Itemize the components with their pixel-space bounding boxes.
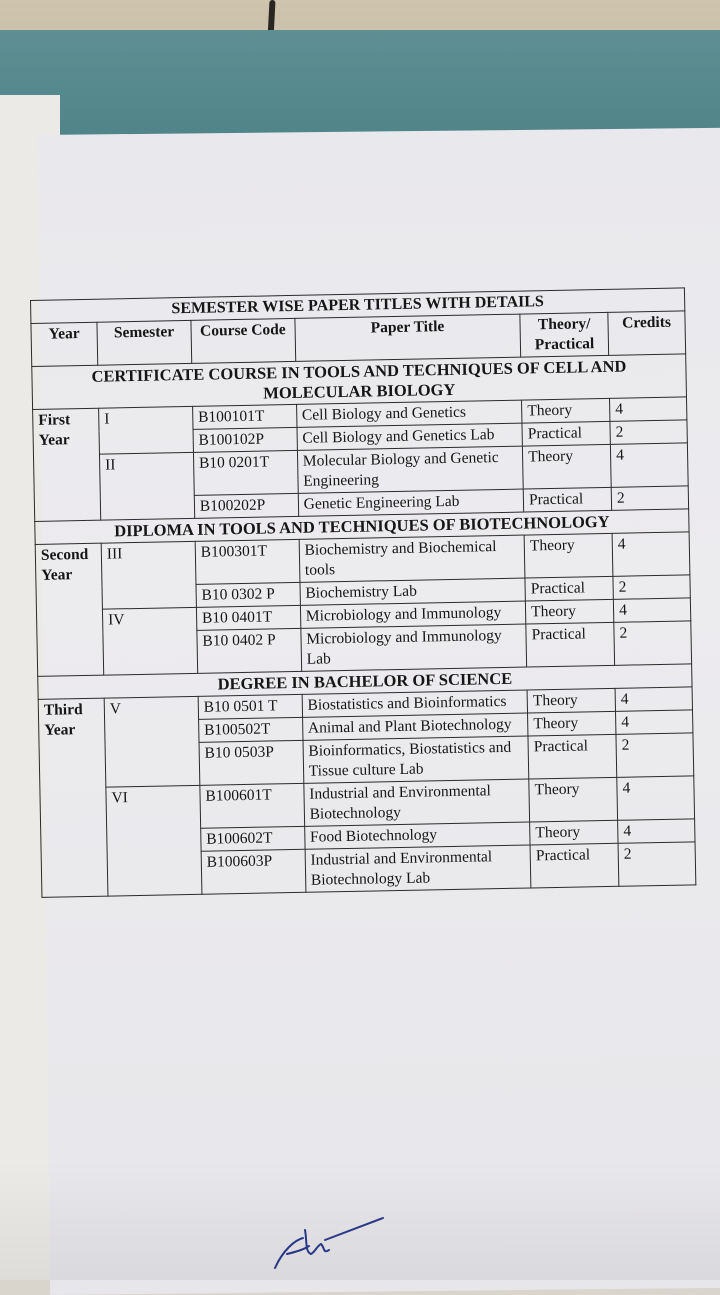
year-cell: First Year: [33, 408, 101, 521]
course-code-cell: B10 0401T: [196, 605, 300, 630]
course-code-cell: B10 0302 P: [196, 582, 300, 607]
paper-titles-table: [30, 287, 696, 897]
course-code-cell: B10 0503P: [199, 740, 304, 785]
course-code-cell: B100602T: [201, 826, 305, 851]
theory-practical-cell: Practical: [528, 734, 617, 779]
credits-cell: 2: [613, 575, 690, 599]
course-code-cell: B100102P: [193, 427, 297, 452]
credits-cell: 4: [615, 687, 692, 711]
header-paper-title: Paper Title: [295, 314, 521, 361]
theory-practical-cell: Theory: [526, 599, 614, 624]
paper-title-cell: Cell Biology and Genetics Lab: [297, 423, 523, 450]
course-code-cell: B10 0402 P: [197, 628, 302, 673]
section-heading: DIPLOMA IN TOOLS AND TECHNIQUES OF BIOTECHNOLOGY: [35, 509, 689, 545]
semester-cell: V: [104, 696, 200, 787]
paper-title-cell: Bioinformatics, Biostatistics and Tissue culture Lab: [303, 736, 529, 783]
paper-title-cell: Industrial and Environmental Biotechnology Lab: [305, 845, 531, 892]
credits-cell: 2: [616, 733, 694, 777]
semester-cell: I: [99, 406, 194, 454]
year-cell: Third Year: [38, 698, 108, 897]
course-code-cell: B100502T: [198, 717, 302, 742]
bottom-shadow: [0, 1160, 720, 1280]
section-heading: DEGREE IN BACHELOR OF SCIENCE: [38, 664, 692, 700]
theory-practical-cell: Practical: [522, 421, 610, 446]
course-code-cell: B100301T: [195, 539, 300, 584]
theory-practical-cell: Theory: [524, 533, 613, 578]
semester-cell: VI: [106, 785, 202, 896]
paper-title-cell: Biochemistry and Biochemical tools: [299, 535, 525, 582]
header-course-code: Course Code: [191, 318, 296, 363]
course-code-cell: B100601T: [200, 783, 305, 828]
paper-title-cell: Biostatistics and Bioinformatics: [302, 690, 528, 717]
credits-cell: 4: [613, 598, 690, 622]
theory-practical-cell: Theory: [527, 688, 615, 713]
header-theory-practical: Theory/ Practical: [520, 312, 609, 357]
course-code-cell: B10 0201T: [193, 450, 298, 495]
course-code-cell: B100202P: [194, 493, 298, 518]
paper-title-cell: Animal and Plant Biotechnology: [302, 713, 528, 740]
paper-title-cell: Industrial and Environmental Biotechnology: [304, 779, 530, 826]
theory-practical-cell: Theory: [528, 711, 616, 736]
credits-cell: 2: [614, 621, 692, 665]
credits-cell: 2: [618, 842, 696, 886]
credits-cell: 4: [610, 397, 687, 421]
theory-practical-cell: Practical: [523, 487, 611, 512]
credits-cell: 4: [610, 443, 688, 487]
course-code-cell: B100101T: [192, 404, 296, 429]
paper-title-cell: Biochemistry Lab: [300, 578, 526, 605]
course-code-cell: B10 0501 T: [198, 694, 302, 719]
course-code-cell: B100603P: [201, 849, 306, 894]
paper-title-cell: Microbiology and Immunology Lab: [301, 624, 527, 671]
theory-practical-cell: Theory: [529, 777, 618, 822]
paper-title-cell: Microbiology and Immunology: [300, 601, 526, 628]
credits-cell: 2: [611, 486, 688, 510]
credits-cell: 4: [618, 819, 695, 843]
year-cell: Second Year: [35, 543, 103, 676]
theory-practical-cell: Practical: [530, 843, 619, 888]
credits-cell: 4: [612, 532, 690, 576]
table-title: SEMESTER WISE PAPER TITLES WITH DETAILS: [31, 288, 685, 324]
section-heading: CERTIFICATE COURSE IN TOOLS AND TECHNIQUES OF CELL AND MOLECULAR BIOLOGY: [32, 354, 687, 410]
theory-practical-cell: Theory: [530, 820, 618, 845]
syllabus-document: [30, 287, 701, 898]
credits-cell: 4: [616, 710, 693, 734]
theory-practical-cell: Practical: [525, 576, 613, 601]
header-credits: Credits: [608, 311, 686, 355]
paper-title-cell: Genetic Engineering Lab: [298, 489, 524, 516]
semester-cell: II: [99, 452, 194, 520]
paper-title-cell: Molecular Biology and Genetic Engineering: [297, 446, 523, 493]
theory-practical-cell: Theory: [522, 398, 610, 423]
header-semester: Semester: [97, 320, 192, 365]
theory-practical-cell: Practical: [526, 622, 615, 667]
semester-cell: III: [101, 541, 196, 609]
theory-practical-cell: Theory: [523, 444, 612, 489]
paper-title-cell: Food Biotechnology: [304, 822, 530, 849]
header-year: Year: [31, 322, 98, 366]
credits-cell: 4: [617, 776, 695, 820]
credits-cell: 2: [610, 420, 687, 444]
paper-title-cell: Cell Biology and Genetics: [296, 400, 522, 427]
semester-cell: IV: [102, 607, 197, 675]
